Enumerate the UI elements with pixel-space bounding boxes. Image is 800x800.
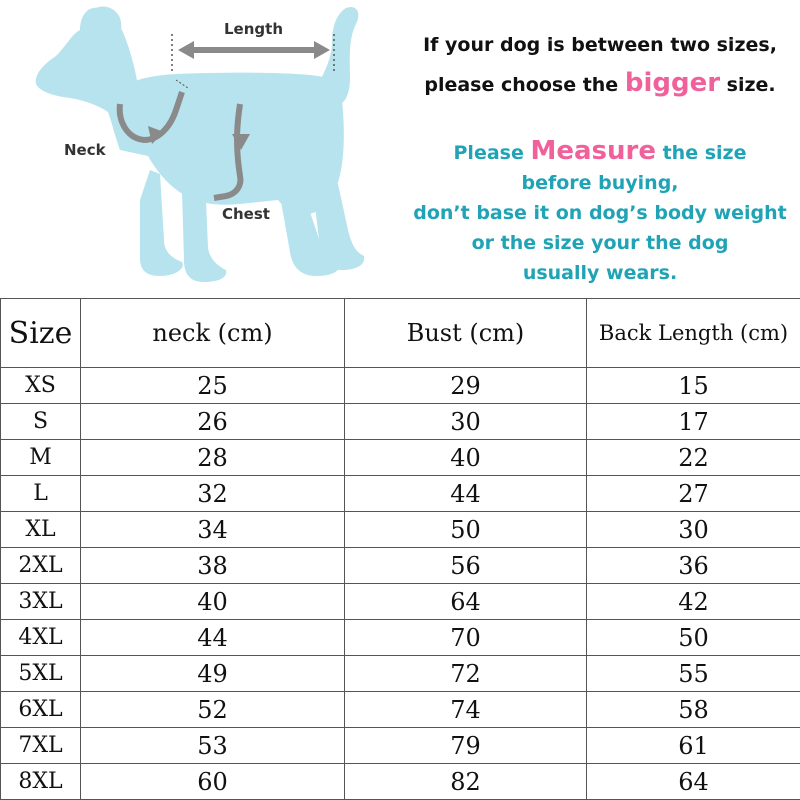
cell-back-length: 58 bbox=[587, 692, 800, 728]
table-row bbox=[1, 440, 800, 476]
notice-line-7: usually wears. bbox=[522, 262, 678, 284]
notice-line-3 bbox=[400, 136, 800, 166]
dog-measurement-diagram bbox=[0, 0, 400, 298]
notice-measure-highlight: Measure bbox=[530, 136, 656, 166]
table-row bbox=[1, 764, 800, 800]
cell-neck: 60 bbox=[81, 764, 345, 800]
notice-line-2-before: please choose the bbox=[424, 74, 619, 96]
cell-neck: 26 bbox=[81, 404, 345, 440]
cell-bust: 82 bbox=[345, 764, 587, 800]
table-row bbox=[1, 368, 800, 404]
header-size: Size bbox=[1, 299, 81, 368]
table-row bbox=[1, 584, 800, 620]
cell-neck: 49 bbox=[81, 656, 345, 692]
table-row bbox=[1, 692, 800, 728]
cell-neck: 53 bbox=[81, 728, 345, 764]
cell-bust: 70 bbox=[345, 620, 587, 656]
notice-line-3-after: the size bbox=[662, 142, 747, 164]
cell-size: 8XL bbox=[1, 764, 81, 800]
neck-label: Neck bbox=[64, 141, 106, 159]
cell-size: 5XL bbox=[1, 656, 81, 692]
cell-bust: 64 bbox=[345, 584, 587, 620]
cell-size: L bbox=[1, 476, 81, 512]
cell-bust: 79 bbox=[345, 728, 587, 764]
length-arrow bbox=[172, 34, 334, 72]
cell-back-length: 30 bbox=[587, 512, 800, 548]
notice-line-3-before: Please bbox=[453, 142, 524, 164]
cell-neck: 52 bbox=[81, 692, 345, 728]
cell-bust: 44 bbox=[345, 476, 587, 512]
cell-size: 6XL bbox=[1, 692, 81, 728]
cell-size: 7XL bbox=[1, 728, 81, 764]
notice-line-6: or the size your the dog bbox=[471, 232, 729, 254]
header-neck: neck (cm) bbox=[81, 299, 345, 368]
cell-back-length: 55 bbox=[587, 656, 800, 692]
cell-size: S bbox=[1, 404, 81, 440]
cell-back-length: 22 bbox=[587, 440, 800, 476]
notice-line-5: don’t base it on dog’s body weight bbox=[413, 202, 787, 224]
header-back-length: Back Length (cm) bbox=[587, 299, 800, 368]
top-section bbox=[0, 0, 800, 298]
cell-back-length: 27 bbox=[587, 476, 800, 512]
cell-bust: 72 bbox=[345, 656, 587, 692]
cell-size: 3XL bbox=[1, 584, 81, 620]
notice-line-2 bbox=[400, 68, 800, 98]
cell-size: XS bbox=[1, 368, 81, 404]
cell-neck: 44 bbox=[81, 620, 345, 656]
cell-neck: 32 bbox=[81, 476, 345, 512]
table-row bbox=[1, 548, 800, 584]
cell-size: M bbox=[1, 440, 81, 476]
cell-bust: 50 bbox=[345, 512, 587, 548]
cell-neck: 34 bbox=[81, 512, 345, 548]
cell-neck: 28 bbox=[81, 440, 345, 476]
table-header-row bbox=[1, 299, 800, 368]
notice-line-1: If your dog is between two sizes, bbox=[423, 34, 777, 56]
cell-back-length: 64 bbox=[587, 764, 800, 800]
cell-back-length: 50 bbox=[587, 620, 800, 656]
notice-line-2-after: size. bbox=[726, 74, 776, 96]
cell-back-length: 42 bbox=[587, 584, 800, 620]
table-row bbox=[1, 620, 800, 656]
chest-label: Chest bbox=[222, 205, 270, 223]
cell-back-length: 61 bbox=[587, 728, 800, 764]
cell-neck: 25 bbox=[81, 368, 345, 404]
cell-size: XL bbox=[1, 512, 81, 548]
table-body bbox=[1, 368, 800, 800]
cell-size: 4XL bbox=[1, 620, 81, 656]
cell-bust: 56 bbox=[345, 548, 587, 584]
cell-bust: 40 bbox=[345, 440, 587, 476]
cell-bust: 74 bbox=[345, 692, 587, 728]
cell-neck: 40 bbox=[81, 584, 345, 620]
cell-back-length: 15 bbox=[587, 368, 800, 404]
cell-bust: 29 bbox=[345, 368, 587, 404]
size-chart-table bbox=[0, 298, 800, 800]
notice-line-4: before buying, bbox=[521, 172, 679, 194]
cell-neck: 38 bbox=[81, 548, 345, 584]
table-row bbox=[1, 404, 800, 440]
cell-back-length: 17 bbox=[587, 404, 800, 440]
table-row bbox=[1, 656, 800, 692]
table-row bbox=[1, 728, 800, 764]
cell-bust: 30 bbox=[345, 404, 587, 440]
notice-bigger-highlight: bigger bbox=[624, 68, 721, 98]
length-label: Length bbox=[224, 20, 283, 38]
table-row bbox=[1, 476, 800, 512]
cell-size: 2XL bbox=[1, 548, 81, 584]
table-row bbox=[1, 512, 800, 548]
header-bust: Bust (cm) bbox=[345, 299, 587, 368]
cell-back-length: 36 bbox=[587, 548, 800, 584]
